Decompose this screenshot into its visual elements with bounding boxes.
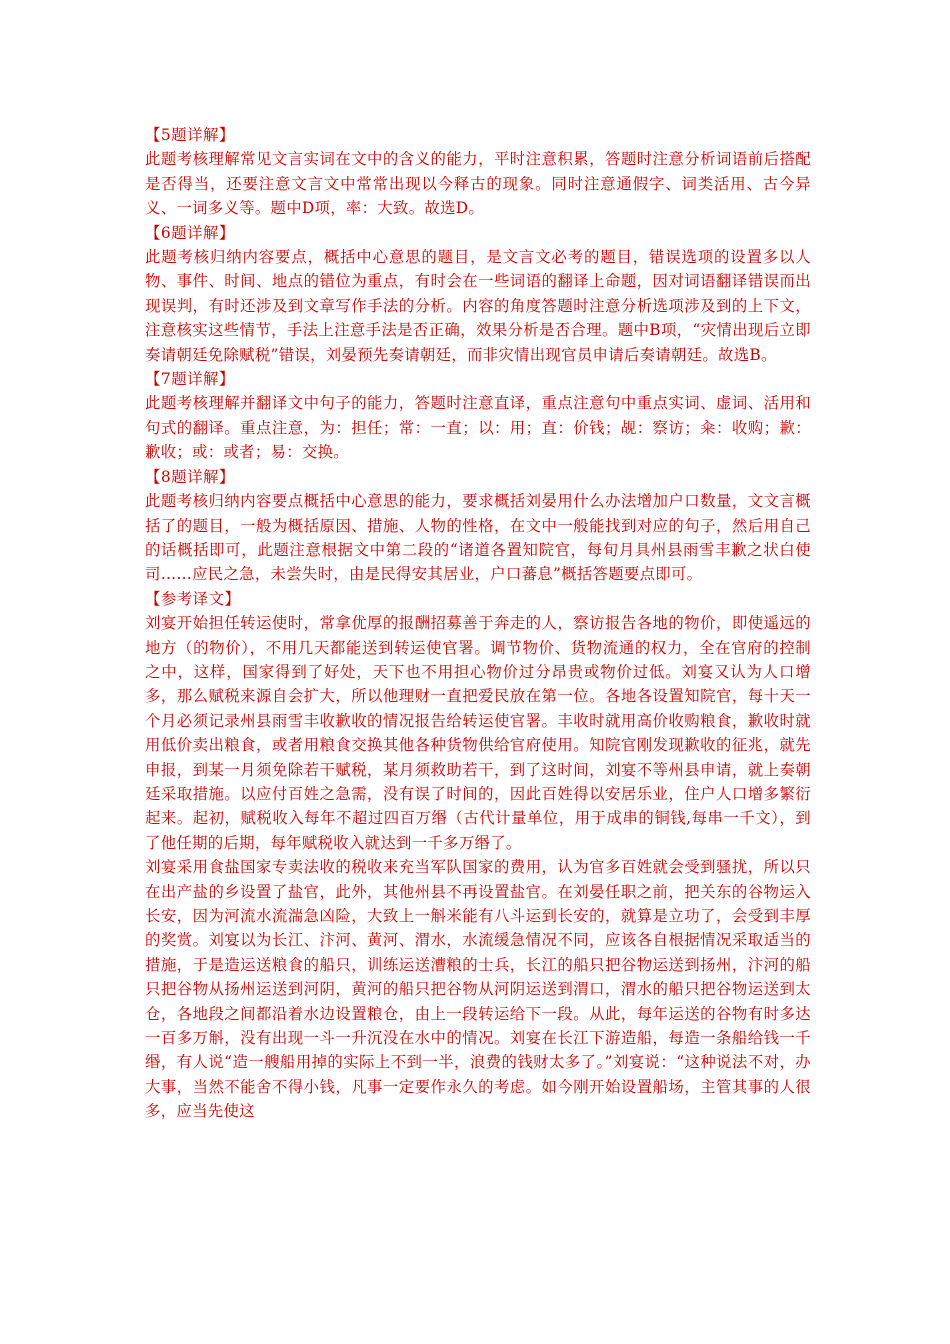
- section-heading: 【7题详解】: [145, 370, 235, 389]
- section-paragraph: 此题考核理解并翻译文中句子的能力，答题时注意直译，重点注意句中重点实词、虚词、活用和句式的翻译。重点注意，为：担任；常：一直；以：用；直：价钱；觇：察访；籴：收购；歉：歉收；或：或者；易：交换。: [145, 394, 811, 462]
- section-8: [145, 465, 811, 587]
- document-page: [145, 123, 811, 1124]
- section-5: [145, 123, 811, 221]
- section-reference-translation: [145, 587, 811, 1124]
- section-heading: 【参考译文】: [145, 589, 241, 608]
- section-paragraph: 刘宴开始担任转运使时，常拿优厚的报酬招募善于奔走的人，察访报告各地的物价，即使遥远的地方（的物价），不用几天都能送到转运使官署。调节物价、货物流通的权力，全在官府的控制之中，这样，国家得到了好处，天下也不用担心物价过分昂贵或物价过低。刘宴又认为人口增多，那么赋税来源自会扩大，所以他理财一直把爱民放在第一位。各地各设置知院官，每十天一个月必须记录州县雨雪丰收歉收的情况报告给转运使官署。丰收时就用高价收购粮食，歉收时就用低价卖出粮食，或者用粮食交换其他各种货物供给官府使用。知院官刚发现歉收的征兆，就先申报，到某一月须免除若干赋税，某月须救助若干，到了这时间，刘宴不等州县申请，就上奏朝廷采取措施。以应付百姓之急需，没有误了时间的，因此百姓得以安居乐业，住户人口增多繁衍起来。起初，赋税收入每年不超过四百万缗（古代计量单位，用于成串的铜钱,每串一千文），到了他任期的后期，每年赋税收入就达到一千多万缗了。: [145, 614, 811, 852]
- section-heading: 【8题详解】: [145, 467, 235, 486]
- section-heading: 【6题详解】: [145, 223, 235, 242]
- section-heading: 【5题详解】: [145, 126, 235, 144]
- section-paragraph: 刘宴采用食盐国家专卖法收的税收来充当军队国家的费用，认为官多百姓就会受到骚扰，所以只在出产盐的乡设置了盐官，此外，其他州县不再设置盐官。在刘晏任职之前，把关东的谷物运入长安，因为河流水流湍急凶险，大致上一斛米能有八斗运到长安的，就算是立功了，会受到丰厚的奖赏。刘宴以为长江、汴河、黄河、渭水，水流缓急情况不同，应该各自根据情况采取适当的措施，于是造运送粮食的船只，训练运送漕粮的士兵，长江的船只把谷物运送到扬州，汴河的船只把谷物从扬州运送到河阴，黄河的船只把谷物从河阴运送到渭口，渭水的船只把谷物运送到太仓，各地段之间都沿着水边设置粮仓，由上一段转运给下一段。从此，每年运送的谷物有时多达一百多万斛，没有出现一斗一升沉没在水中的情况。刘宴在长江下游造船，每造一条船给钱一千缗，有人说“造一艘船用掉的实际上不到一半，浪费的钱财太多了。”刘宴说：“这种说法不对，办大事，当然不能舍不得小钱，凡事一定要作永久的考虑。如今刚开始设置船场，主管其事的人很多，应当先使这: [145, 858, 811, 1121]
- section-7: [145, 367, 811, 465]
- section-paragraph: 此题考核归纳内容要点，概括中心意思的题目，是文言文必考的题目，错误选项的设置多以人物、事件、时间、地点的错位为重点，有时会在一些词语的翻译上命题，因对词语翻译错误而出现误判，有时还涉及到文章写作手法的分析。内容的角度答题时注意分析选项涉及到的上下文，注意核实这些情节，手法上注意手法是否正确，效果分析是否合理。题中B项，“灾情出现后立即奏请朝廷免除赋税”错误，刘晏预先奏请朝廷，而非灾情出现官员申请后奏请朝廷。故选B。: [145, 248, 811, 364]
- section-paragraph: 此题考核归纳内容要点概括中心意思的能力，要求概括刘晏用什么办法增加户口数量，文文言概括了的题目，一般为概括原因、措施、人物的性格，在文中一般能找到对应的句子，然后用自己的话概括即可，此题注意根据文中第二段的“诸道各置知院官，每旬月具州县雨雪丰歉之状白使司……应民之急，未尝失时，由是民得安其居业，户口蕃息”概括答题要点即可。: [145, 492, 811, 584]
- section-paragraph: 此题考核理解常见文言实词在文中的含义的能力，平时注意积累，答题时注意分析词语前后搭配是否得当，还要注意文言文中常常出现以今释古的现象。同时注意通假字、词类活用、古今异义、一词多义等。题中D项，率：大致。故选D。: [145, 150, 811, 218]
- section-6: [145, 221, 811, 367]
